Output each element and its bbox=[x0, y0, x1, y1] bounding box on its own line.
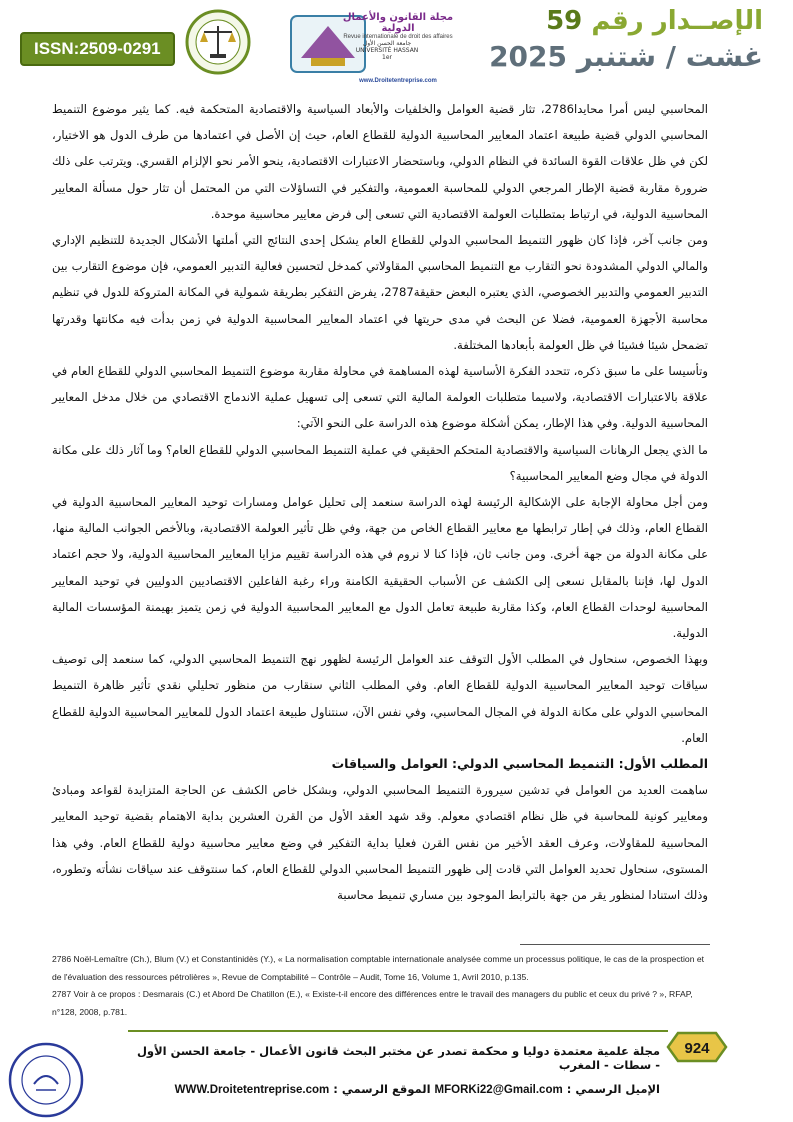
footer-divider bbox=[128, 1030, 668, 1032]
issue-block bbox=[489, 6, 763, 73]
page-number: 924 bbox=[684, 1040, 710, 1057]
site-link[interactable]: WWW.Droitetentreprise.com bbox=[174, 1084, 330, 1096]
issue-number: 59 bbox=[546, 6, 583, 36]
footnote: 2787 Voir à ce propos : Desmarais (C.) et Abord De Chatillon (E.), « Existe-t-il encore des différences entre le travail des managers du public et ceux du privé ? », RFAP, n°128, 2008, p.781. bbox=[52, 989, 693, 1017]
journal-name-ar: مجلة القانون والأعمال الدولية bbox=[342, 12, 454, 34]
university-name-ar: جامعة الحسن الأول bbox=[362, 40, 412, 47]
footer-description: مجلة علمية معتمدة دوليا و محكمة تصدر عن مختبر البحث قانون الأعمال - جامعة الحسن الأول - سطات - المغرب bbox=[136, 1044, 660, 1072]
paragraph: ومن أجل محاولة الإجابة على الإشكالية الرئيسة لهذه الدراسة سنعمد إلى تحليل عوامل ومسارات توحيد المعايير المحاسبية الدولية في القطاع العام، وذلك في إطار ترابطها مع معايير القطاع الخاص من جهة، وفي ظل تأثير العولمة الاقتصادية، وبالأخص الجوانب المالية منها، على مكانة الدولة من جهة أخرى. ومن جانب ثان، فإذا كنا لا نروم في هذه الدراسة تقييم مزايا المعايير المحاسبية الدولية، ولا حجم اعتماد الدول لها، فإننا بالمقابل نسعى إلى الكشف عن الأسباب الحقيقية الكامنة وراء رغبة الفاعلين الاقتصاديين الدوليين في توحيد المعايير المحاسبية لوحدات القطاع العام، وكذا مقاربة طبيعة تعامل الدول مع المعايير المحاسبية الدولية في زمن يتميز بهيمنة المؤسسات المالية الدولية. bbox=[52, 495, 708, 641]
footer-contact bbox=[130, 1082, 660, 1096]
issue-date: غشت / شتنبر 2025 bbox=[489, 40, 763, 73]
paragraph: وتأسيسا على ما سبق ذكره، تتحدد الفكرة الأساسية لهذه المساهمة في محاولة مقاربة موضوع التنميط المحاسبي الدولي للقطاع العام في علاقة بالاعتبارات الاقتصادية، ولاسيما متطلبات العولمة المالية التي تسعى إلى تسهيل عملية الاندماج الاقتصادي من خلال مدخل المعايير المحاسبية الدولية. وفي هذا الإطار، يمكن أشكلة موضوع هذه الدراسة على النحو الآتي: bbox=[52, 364, 708, 431]
page-number-badge bbox=[662, 1030, 732, 1064]
paragraph: المحاسبي ليس أمرا محايدا2786، تثار قضية العوامل والخلفيات والأبعاد السياسية والاقتصادية المتحكمة فيه. كما يثير موضوع التنميط المحاسبي الدولي قضية طبيعة اعتماد المعايير المحاسبية الدولية للقطاع العام، حيث إن الأصل في اعتمادها من طرف الدول هو الاختيار، لكن في ظل علاقات القوة السائدة في النظام الدولي، وباستحضار الاعتبارات الاقتصادية، ينحو الأمر نحو الإلزام القسري. ويترتب على ذلك ضرورة مقاربة قضية الإطار المرجعي الدولي للمحاسبة العمومية، والتفكير في التساؤلات التي من المحتمل أن تثار حول مسألة المعايير المحاسبية الدولية، في ارتباط بمتطلبات العولمة الاقتصادية التي تسعى إلى فرض معايير محاسبية موحدة. bbox=[52, 102, 708, 221]
paragraph: ساهمت العديد من العوامل في تدشين سيرورة التنميط المحاسبي الدولي، وبشكل خاص الكشف عن الحاجة المتزايدة لقواعد ومبادئ ومعايير كونية للمحاسبة في ظل نظام اقتصادي معولم. وقد شهد العقد الأول من القرن العشرين بداية الاهتمام بقضية توحيد المعايير المحاسبية للمقاولات، وعرف العقد الأخير من نفس القرن فعليا بداية التفكير في وضع معايير محاسبية دولية للقطاع العام. وفي هذا المستوى، سنحاول تحديد العوامل التي قادت إلى ظهور التنميط المحاسبي الدولي للقطاع العام، كما سنتوقف عند سياقات نشأته وتطوره، وذلك استنادا لمنظور يقر من جهة بالترابط الموجود بين مساري تنميط محاسبة bbox=[52, 783, 708, 903]
journal-name-fr: Revue internationale de droit des affaires bbox=[343, 34, 453, 40]
paragraph: ما الذي يجعل الرهانات السياسية والاقتصادية المتحكم الحقيقي في عملية التنميط المحاسبي الدولي للقطاع العام؟ وما آثار ذلك على مكانة الدولة في مجال وضع المعايير المحاسبية؟ bbox=[52, 442, 708, 483]
page-footer bbox=[130, 1044, 660, 1096]
lab-logo bbox=[168, 8, 268, 76]
footnotes bbox=[52, 951, 712, 1021]
email-link[interactable]: MFORKi22@Gmail.com bbox=[434, 1084, 563, 1096]
issue-label: الإصــدار رقم bbox=[591, 6, 763, 36]
journal-site: www.Droitetentreprise.com bbox=[359, 78, 437, 84]
page-header bbox=[0, 0, 793, 92]
site-label: الموقع الرسمي : bbox=[333, 1082, 431, 1096]
issn-badge: ISSN:2509-0291 bbox=[20, 32, 175, 66]
university-block bbox=[352, 40, 422, 61]
email-label: الإميل الرسمي : bbox=[566, 1082, 660, 1096]
article-body bbox=[52, 96, 708, 908]
director-seal bbox=[6, 1040, 86, 1120]
issue-title bbox=[489, 6, 763, 36]
footnote: 2786 Noël-Lemaître (Ch.), Blum (V.) et Constantinidès (Y.), « La normalisation comptable internationale analysée comme un processus politique, le cas de la prospection et de l'évaluation des ressources pétrolières », Revue de Comptabilité – Contrôle – Audit, Tome 16, Volume 1, Avril 2010, p.135. bbox=[52, 954, 705, 982]
paragraph: وبهذا الخصوص، سنحاول في المطلب الأول التوقف عند العوامل الرئيسة لظهور نهج التنميط المحاسبي الدولي، كما سنعمد إلى توصيف سياقات توحيد المعايير المحاسبية الدولية للقطاع العام. وفي المطلب الثاني سنقارب من منظور تحليلي نقدي تأثير ظاهرة التنميط المحاسبي الدولي على مكانة الدولة في المجال المحاسبي، وفي نفس الآن، سنتناول طبيعة اعتماد الدول للمعايير المحاسبية الدولية للقطاع العام. bbox=[52, 652, 708, 745]
footnote-divider bbox=[520, 944, 710, 945]
university-name-fr: UNIVERSITÉ HASSAN 1er bbox=[355, 47, 419, 61]
paragraph: ومن جانب آخر، فإذا كان ظهور التنميط المحاسبي الدولي للقطاع العام يشكل إحدى النتائج التي أملتها الأشكال الجديدة للتنظيم الإداري والمالي الدولي المشدودة نحو التقارب مع التنميط المحاسبي المقاولاتي كمدخل لتحسين فعالية التدبير العمومي، فإن موضوع التقارب بين التدبير العمومي والتدبير الخصوصي، الذي يعتبره البعض حقيقة2787، يفرض التفكير بطريقة شمولية في المكانة المتروكة للدول في تنظيم محاسبة الأجهزة العمومية، فضلا عن البحث في مدى حريتها في اعتماد المعايير المحاسبية الدولية في زمن بدأت فيه مكانتها وقدرتها تضمحل شيئا فشيئا في ظل العولمة بأبعادها المختلفة. bbox=[52, 233, 708, 352]
section-title: المطلب الأول: التنميط المحاسبي الدولي: العوامل والسياقات bbox=[331, 756, 708, 772]
